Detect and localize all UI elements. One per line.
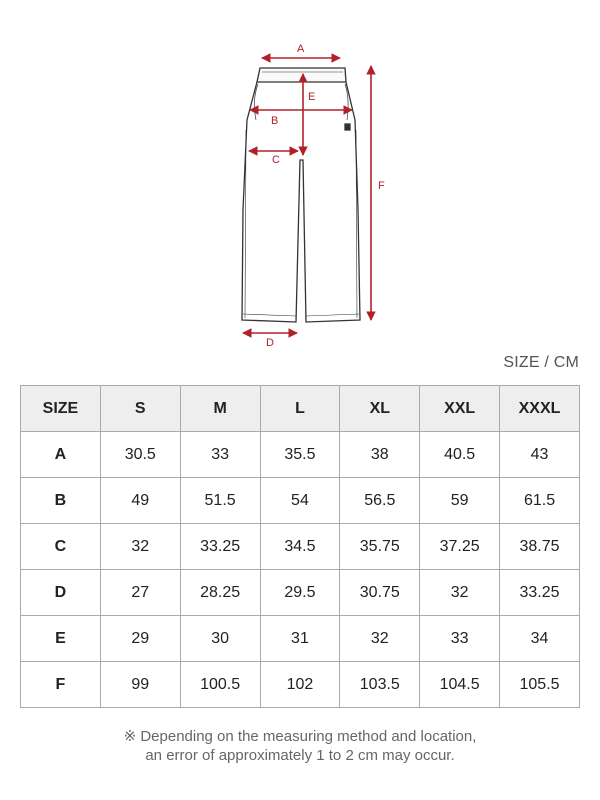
table-cell: 34.5 [260,524,340,570]
table-cell: 32 [420,570,500,616]
row-label: A [21,432,101,478]
table-cell: 49 [100,478,180,524]
label-a: A [297,43,305,55]
table-header-row [21,386,580,432]
table-cell: 30.75 [340,570,420,616]
table-cell: 43 [500,432,580,478]
table-row [21,432,580,478]
table-cell: 29 [100,616,180,662]
table-cell: 102 [260,662,340,708]
table-cell: 61.5 [500,478,580,524]
table-cell: 38 [340,432,420,478]
table-cell: 105.5 [500,662,580,708]
row-label: C [21,524,101,570]
note-line-1: ※ Depending on the measuring method and location, [123,728,477,745]
table-cell: 37.25 [420,524,500,570]
table-cell: 32 [100,524,180,570]
table-cell: 33.25 [500,570,580,616]
label-b: B [271,115,279,127]
table-cell: 40.5 [420,432,500,478]
table-cell: 104.5 [420,662,500,708]
unit-label: SIZE / CM [503,354,579,371]
label-d: D [266,337,274,349]
table-cell: 30 [180,616,260,662]
table-cell: 35.5 [260,432,340,478]
table-cell: 27 [100,570,180,616]
table-cell: 33.25 [180,524,260,570]
table-cell: 33 [180,432,260,478]
table-cell: 59 [420,478,500,524]
table-cell: 56.5 [340,478,420,524]
table-cell: 103.5 [340,662,420,708]
row-label: E [21,616,101,662]
pants-diagram [0,0,600,350]
table-cell: 31 [260,616,340,662]
header-cell: M [180,386,260,432]
table-cell: 35.75 [340,524,420,570]
table-cell: 32 [340,616,420,662]
table-row [21,616,580,662]
table-row [21,570,580,616]
table-cell: 30.5 [100,432,180,478]
table-cell: 38.75 [500,524,580,570]
table-cell: 34 [500,616,580,662]
pants-illustration [242,68,360,322]
row-label: B [21,478,101,524]
header-cell: L [260,386,340,432]
table-row [21,524,580,570]
table-cell: 100.5 [180,662,260,708]
row-label: F [21,662,101,708]
table-cell: 99 [100,662,180,708]
table-row [21,662,580,708]
size-table [20,385,580,708]
table-cell: 33 [420,616,500,662]
row-label: D [21,570,101,616]
table-cell: 28.25 [180,570,260,616]
table-cell: 54 [260,478,340,524]
measure-arrows [243,58,371,333]
header-cell: XXXL [500,386,580,432]
table-cell: 29.5 [260,570,340,616]
header-cell: S [100,386,180,432]
note-line-2: an error of approximately 1 to 2 cm may occur. [145,747,455,764]
header-cell: XXL [420,386,500,432]
table-cell: 51.5 [180,478,260,524]
label-e: E [308,91,316,103]
header-cell: SIZE [21,386,101,432]
label-f: F [378,180,385,192]
label-c: C [272,154,280,166]
table-row [21,478,580,524]
header-cell: XL [340,386,420,432]
